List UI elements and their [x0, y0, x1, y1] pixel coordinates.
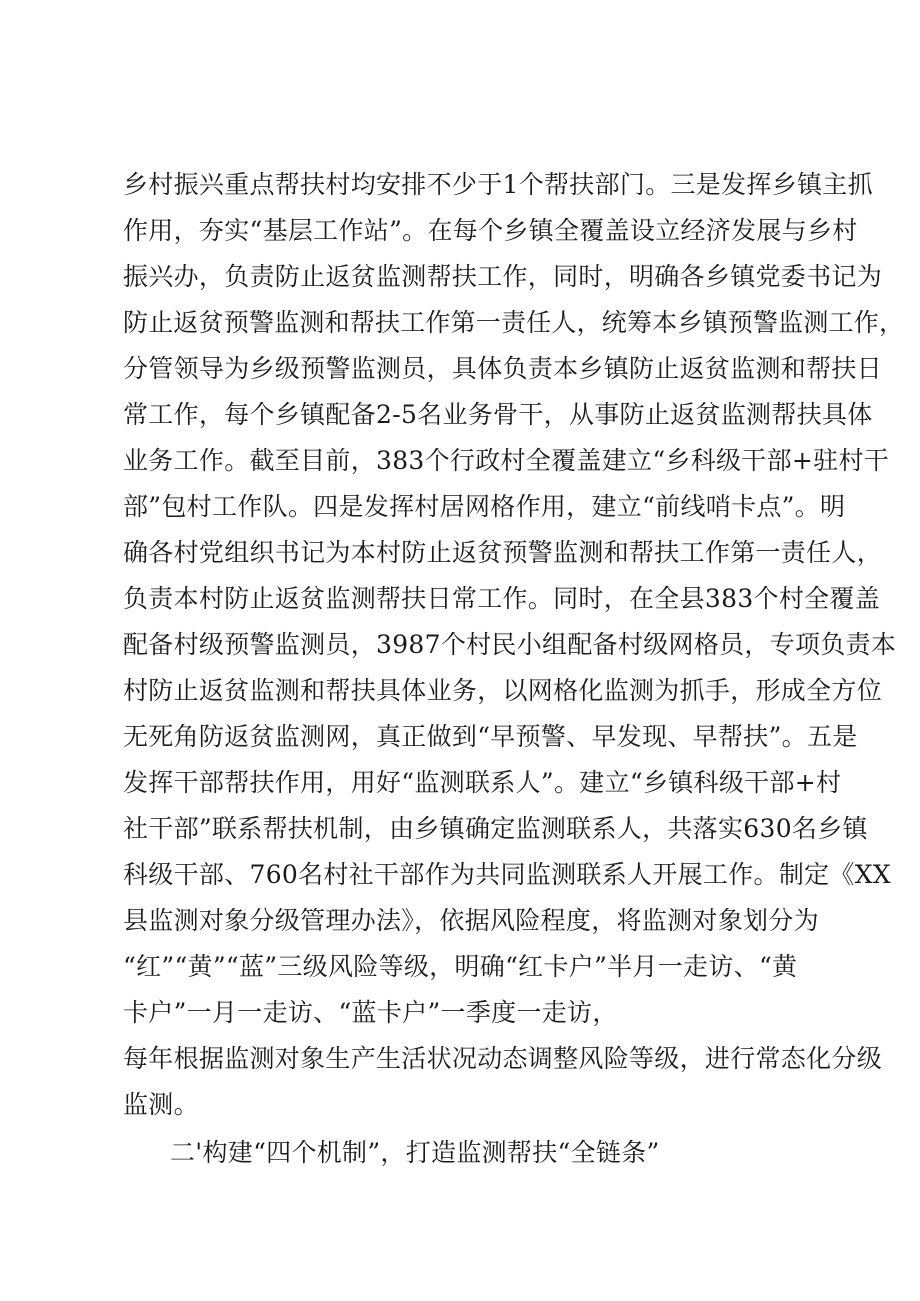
paragraph-line: 分管领导为乡级预警监测员，具体负责本乡镇防止返贫监测和帮扶日	[123, 354, 883, 383]
paragraph-line: 常工作，每个乡镇配备2-5名业务骨干，从事防止返贫监测帮扶具体	[123, 400, 873, 429]
paragraph-line: 部”包村工作队。四是发挥村居网格作用，建立“前线哨卡点”。明	[123, 492, 846, 521]
paragraph-line: 监测。	[123, 1090, 199, 1119]
paragraph-line: 乡村振兴重点帮扶村均安排不少于1个帮扶部门。三是发挥乡镇主抓	[123, 170, 873, 199]
paragraph-line: 振兴办，负责防止返贫监测帮扶工作，同时，明确各乡镇党委书记为	[123, 262, 883, 291]
paragraph-line: “红”“黄”“蓝”三级风险等级，明确“红卡户”半月一走访、“黄	[123, 952, 798, 981]
paragraph-line: 卡户”一月一走访、“蓝卡户”一季度一走访，	[123, 998, 618, 1027]
paragraph-line: 防止返贫预警监测和帮扶工作第一责任人，统筹本乡镇预警监测工作，	[123, 308, 905, 337]
paragraph-line: 每年根据监测对象生产生活状况动态调整风险等级，进行常态化分级	[123, 1044, 883, 1073]
paragraph-line: 负责本村防止返贫监测帮扶日常工作。同时，在全县383个村全覆盖	[123, 584, 881, 613]
paragraph-line: 配备村级预警监测员，3987个村民小组配备村级网格员，专项负责本	[123, 630, 897, 659]
paragraph-line: 业务工作。截至目前，383个行政村全覆盖建立“乡科级干部+驻村干	[123, 446, 890, 475]
paragraph-line: 科级干部、760名村社干部作为共同监测联系人开展工作。制定《XX	[123, 860, 891, 889]
paragraph-line: 县监测对象分级管理办法》，依据风险程度，将监测对象划分为	[123, 906, 819, 935]
paragraph-line: 发挥干部帮扶作用，用好“监测联系人”。建立“乡镇科级干部+村	[123, 768, 842, 797]
paragraph-line: 确各村党组织书记为本村防止返贫预警监测和帮扶工作第一责任人，	[123, 538, 883, 567]
paragraph-line: 作用，夯实“基层工作站”。在每个乡镇全覆盖设立经济发展与乡村	[123, 216, 858, 245]
paragraph-line: 无死角防返贫监测网，真正做到“早预警、早发现、早帮扶”。五是	[123, 722, 858, 751]
section-heading: 二'构建“四个机制”，打造监测帮扶“全链条”	[170, 1138, 660, 1167]
paragraph-line: 村防止返贫监测和帮扶具体业务，以网格化监测为抓手，形成全方位	[123, 676, 883, 705]
paragraph-line: 社干部”联系帮扶机制，由乡镇确定监测联系人，共落实630名乡镇	[123, 814, 868, 843]
